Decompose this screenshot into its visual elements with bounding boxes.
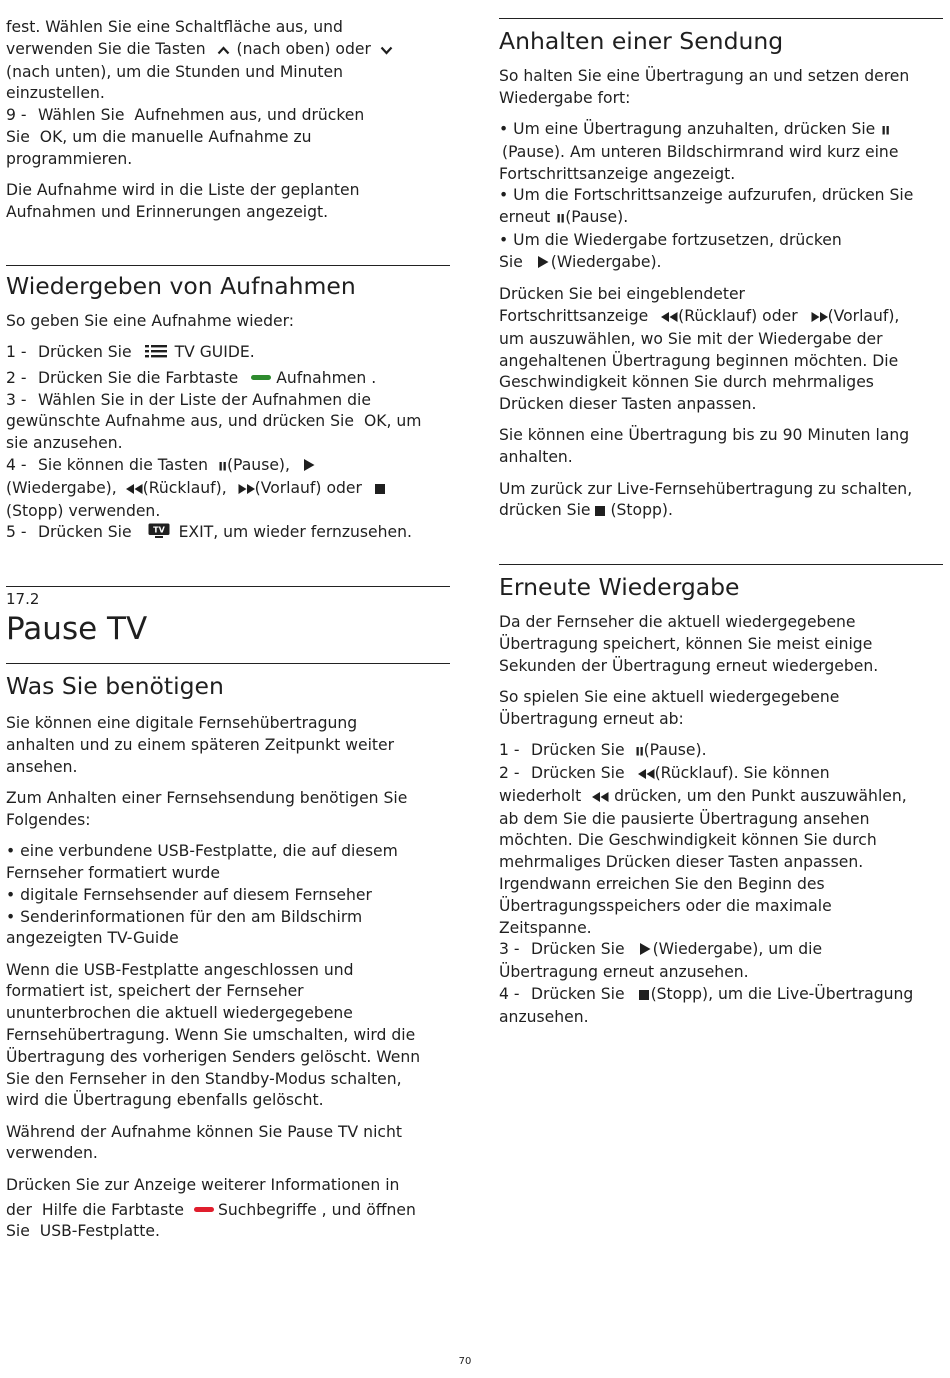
- text-line: angezeigten TV-Guide: [6, 929, 179, 948]
- chapter-title: Pause TV: [6, 611, 148, 648]
- rewind-icon: [592, 787, 609, 809]
- section-heading: Anhalten einer Sendung: [499, 27, 784, 55]
- step-4: 4 - Sie können die Tasten (Pause),: [6, 455, 450, 478]
- green-key-icon: [251, 365, 271, 387]
- usb-label: USB-Festplatte: [39, 1222, 155, 1241]
- ok-key-label: OK: [363, 412, 387, 431]
- help-label: Hilfe: [41, 1200, 78, 1219]
- bullet-item: • Um die Wiedergabe fortzusetzen, drücken: [499, 231, 842, 250]
- play-icon: [303, 456, 315, 478]
- text-line: Fortschrittsanzeige (Rücklauf) oder (Vorlauf),: [499, 306, 943, 329]
- text-line: Aufnahmen und Erinnerungen angezeigt.: [6, 202, 329, 221]
- text-line: Die Aufnahme wird in die Liste der geplanten: [6, 181, 360, 200]
- text-line: sie anzusehen.: [6, 434, 123, 453]
- text-line: anzusehen.: [499, 1007, 589, 1026]
- text-line: der Hilfe die Farbtaste Suchbegriffe , und öffnen: [6, 1197, 450, 1222]
- chevron-down-icon: [380, 40, 393, 62]
- text-line: drücken Sie (Stopp).: [499, 500, 943, 523]
- text-line: Fernsehübertragung. Wenn Sie umschalten, wird die: [6, 1026, 416, 1044]
- step-1: 1 - Drücken Sie (Pause).: [499, 740, 943, 763]
- text-line: Sekunden der Übertragung erneut wiedergeben.: [499, 656, 879, 675]
- text-line: Wiedergabe fort:: [499, 88, 631, 107]
- text-line: So spielen Sie eine aktuell wiedergegebene: [499, 688, 840, 707]
- text-line: möchten. Die Geschwindigkeit können Sie durch: [499, 831, 877, 850]
- text-line: So geben Sie eine Aufnahme wieder:: [6, 311, 295, 330]
- step-5: 5 - Drücken Sie TV EXIT, um wieder fernzusehen.: [6, 522, 450, 546]
- bullet-item: • eine verbundene USB-Festplatte, die auf diesem: [6, 842, 398, 861]
- text-line: Zeitspanne.: [499, 918, 592, 937]
- text-line: Übertragung erneut ab:: [499, 709, 684, 728]
- text-line: Fernseher formatiert wurde: [6, 863, 220, 882]
- svg-text:TV: TV: [152, 525, 165, 535]
- text-line: Während der Aufnahme können Sie Pause TV nicht: [6, 1122, 402, 1141]
- red-key-icon: [194, 1197, 214, 1219]
- text-line: Folgendes:: [6, 810, 91, 829]
- text-line: Sie OK, um die manuelle Aufnahme zu: [6, 127, 312, 146]
- play-icon: [639, 940, 651, 962]
- text-line: Fortschrittsanzeige angezeigt.: [499, 164, 736, 183]
- text-line: Um zurück zur Live-Fernsehübertragung zu schalten,: [499, 479, 913, 498]
- text-line: (Wiedergabe), (Rücklauf), (Vorlauf) oder: [6, 478, 450, 501]
- right-column: [499, 0, 943, 1028]
- text-line: Übertragung speichert, können Sie meist einige: [499, 634, 873, 653]
- pause-icon: [636, 741, 644, 763]
- step-3: 3 - Wählen Sie in der Liste der Aufnahmen die: [6, 390, 371, 409]
- step-2: 2 - Drücken Sie (Rücklauf). Sie können: [499, 763, 943, 786]
- text-line: wird die Übertragung ebenfalls gelöscht.: [6, 1091, 324, 1110]
- play-icon: [537, 253, 549, 275]
- left-column: [6, 0, 450, 1243]
- stop-icon: [595, 501, 605, 523]
- text-line: programmieren.: [6, 149, 133, 168]
- ok-key-label: OK: [39, 127, 63, 146]
- text-line: (Stopp) verwenden.: [6, 501, 161, 520]
- text-line: angehaltenen Übertragung beginnen möchten. Die: [499, 351, 899, 370]
- text-line: anhalten und zu einem späteren Zeitpunkt weiter: [6, 735, 395, 754]
- text-line: Da der Fernseher die aktuell wiedergegebene: [499, 613, 856, 632]
- bullet-item: • Um die Fortschrittsanzeige aufzurufen, drücken Sie: [499, 186, 914, 205]
- pause-icon: [882, 120, 890, 142]
- text-line: wiederholt drücken, um den Punkt auszuwählen,: [499, 786, 943, 809]
- rewind-icon: [126, 479, 143, 501]
- text-line: (Pause). Am unteren Bildschirmrand wird kurz eine: [502, 142, 899, 161]
- step-3: 3 - Drücken Sie (Wiedergabe), um die: [499, 939, 943, 962]
- fast-forward-icon: [811, 307, 828, 329]
- text-line: ab dem Sie die pausierte Übertragung ansehen: [499, 809, 870, 828]
- section-heading: Wiedergeben von Aufnahmen: [6, 271, 356, 300]
- text-line: Drücken Sie bei eingeblendeter: [499, 285, 745, 304]
- stop-icon: [639, 985, 649, 1007]
- text-line: Drücken dieser Tasten anpassen.: [499, 395, 757, 414]
- tv-guide-icon: [145, 343, 167, 365]
- text-line: verwenden Sie die Tasten (nach oben) oder: [6, 39, 450, 62]
- stop-icon: [375, 479, 385, 501]
- pause-icon: [557, 208, 565, 230]
- text-line: Sie können eine Übertragung bis zu 90 Minuten lang: [499, 426, 910, 445]
- text-line: So halten Sie eine Übertragung an und setzen deren: [499, 67, 910, 85]
- pause-icon: [219, 456, 227, 478]
- step-4: 4 - Drücken Sie (Stopp), um die Live-Übertragung: [499, 984, 943, 1007]
- section-heading: Was Sie benötigen: [6, 672, 224, 701]
- text-line: formatiert ist, speichert der Fernseher: [6, 982, 304, 1001]
- chevron-up-icon: [217, 40, 230, 62]
- text-line: Übertragung erneut anzusehen.: [499, 963, 749, 982]
- text-line: (nach unten), um die Stunden und Minuten: [6, 62, 343, 81]
- text-line: Irgendwann erreichen Sie den Beginn des: [499, 874, 825, 893]
- text-line: Sie USB-Festplatte.: [6, 1222, 160, 1241]
- rewind-icon: [661, 307, 678, 329]
- bullet-item: • digitale Fernsehsender auf diesem Fernseher: [6, 885, 372, 904]
- text-line: Sie können eine digitale Fernsehübertragung: [6, 714, 358, 733]
- text-line: Drücken Sie zur Anzeige weiterer Informationen in: [6, 1175, 400, 1194]
- step-1: 1 - Drücken Sie TV GUIDE.: [6, 342, 450, 365]
- bullet-item: • Senderinformationen für den am Bildschirm: [6, 907, 363, 926]
- record-key-label: Aufnehmen: [134, 106, 225, 125]
- text-line: anhalten.: [499, 448, 573, 467]
- tv-exit-icon: [148, 523, 170, 546]
- text-line: Sie (Wiedergabe).: [499, 252, 943, 275]
- text-line: erneut (Pause).: [499, 207, 943, 230]
- section-heading: Erneute Wiedergabe: [499, 573, 740, 602]
- text-line: mehrmaliges Drücken dieser Tasten anpassen.: [499, 853, 864, 872]
- text-line: einzustellen.: [6, 84, 105, 103]
- text-line: ununterbrochen die aktuell wiedergegebene: [6, 1004, 353, 1023]
- rewind-icon: [638, 764, 655, 786]
- bullet-item: • Um eine Übertragung anzuhalten, drücken Sie: [499, 119, 943, 142]
- page-number: 70: [458, 1356, 472, 1367]
- step-9: 9 - Wählen Sie Aufnehmen aus, und drücken: [6, 106, 365, 125]
- chapter-number: 17.2: [6, 590, 40, 609]
- fast-forward-icon: [238, 479, 255, 501]
- step-2: 2 - Drücken Sie die Farbtaste Aufnahmen .: [6, 365, 450, 390]
- text-line: gewünschte Aufnahme aus, und drücken Sie OK, um: [6, 412, 422, 431]
- text-line: Übertragung des vorherigen Senders gelöscht. Wenn: [6, 1047, 421, 1066]
- text-line: um auszuwählen, wo Sie mit der Wiedergabe der: [499, 329, 883, 348]
- text-line: Geschwindigkeit können Sie durch mehrmaliges: [499, 373, 874, 392]
- text-line: Sie den Fernseher in den Standby-Modus schalten,: [6, 1069, 402, 1088]
- text-line: ansehen.: [6, 757, 78, 776]
- text-line: verwenden.: [6, 1144, 98, 1163]
- text-line: Übertragungsspeichers oder die maximale: [499, 896, 832, 915]
- text-line: Wenn die USB-Festplatte angeschlossen und: [6, 960, 354, 979]
- text-line: fest. Wählen Sie eine Schaltfläche aus, und: [6, 18, 343, 36]
- text-line: Zum Anhalten einer Fernsehsendung benötigen Sie: [6, 789, 408, 808]
